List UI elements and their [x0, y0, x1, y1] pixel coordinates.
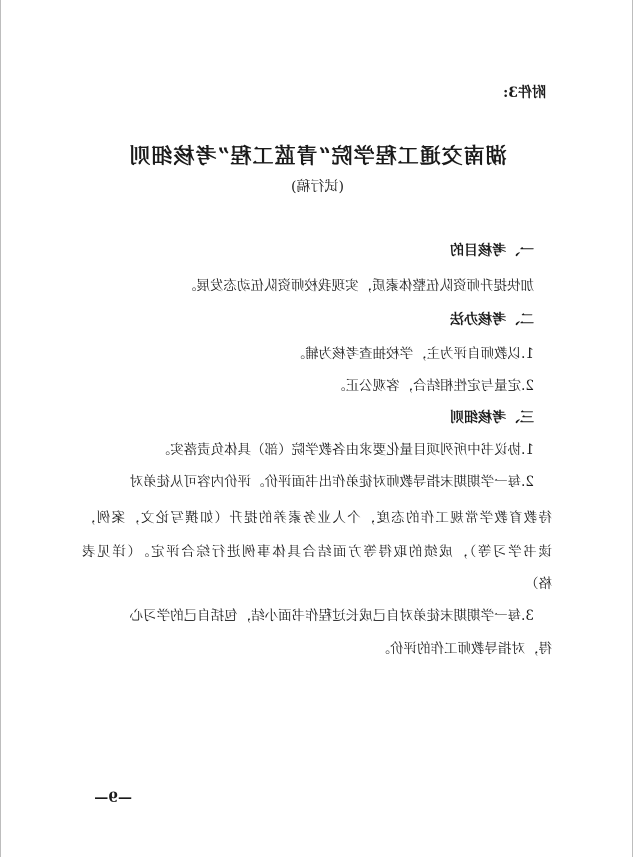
mirrored-content	[1, 0, 633, 857]
paragraph-rules-3-line-2: 得，对指导教师工作的评价。	[376, 641, 552, 657]
section-heading-method: 二、考核办法	[450, 312, 534, 328]
paragraph-rules-2-line-3: 读书学习等），成绩的取得等方面结合具体事例进行综合评定。（详见表	[82, 544, 552, 560]
paragraph-rules-3-line-1: 3.每一学期期末徒弟对自己成长过程作书面小结，包括自己的学习心	[129, 608, 534, 624]
paragraph-method-1: 1.以教师自评为主，学校抽查考核为辅。	[291, 346, 534, 362]
section-heading-rules: 三、考核细则	[450, 410, 534, 426]
attachment-label: 附件3:	[503, 85, 546, 101]
paragraph-rules-2-line-4: 格）	[525, 576, 552, 592]
section-heading-purpose: 一、考核目的	[450, 243, 534, 259]
paragraph-rules-1: 1.协议书中所列项目量化要求由各教学院（部）具体负责落实。	[156, 442, 534, 458]
document-title: 湖南交通工程学院“青蓝工程”考核细则	[128, 143, 507, 168]
paragraph-purpose: 加快提升师资队伍整体素质，实现我校师资队伍动态发展。	[183, 278, 534, 294]
paragraph-method-2: 2.定量与定性相结合，客观公正。	[332, 378, 534, 394]
document-subtitle: (试行稿)	[291, 179, 344, 195]
paragraph-rules-2-line-1: 2.每一学期期末指导教师对徒弟作出书面评价。评价内容可从徒弟对	[129, 474, 534, 490]
page-number: —9—	[94, 790, 132, 806]
paragraph-rules-2-line-2: 待教育教学常规工作的态度，个人业务素养的提升（如撰写论文，案例，	[82, 510, 552, 526]
